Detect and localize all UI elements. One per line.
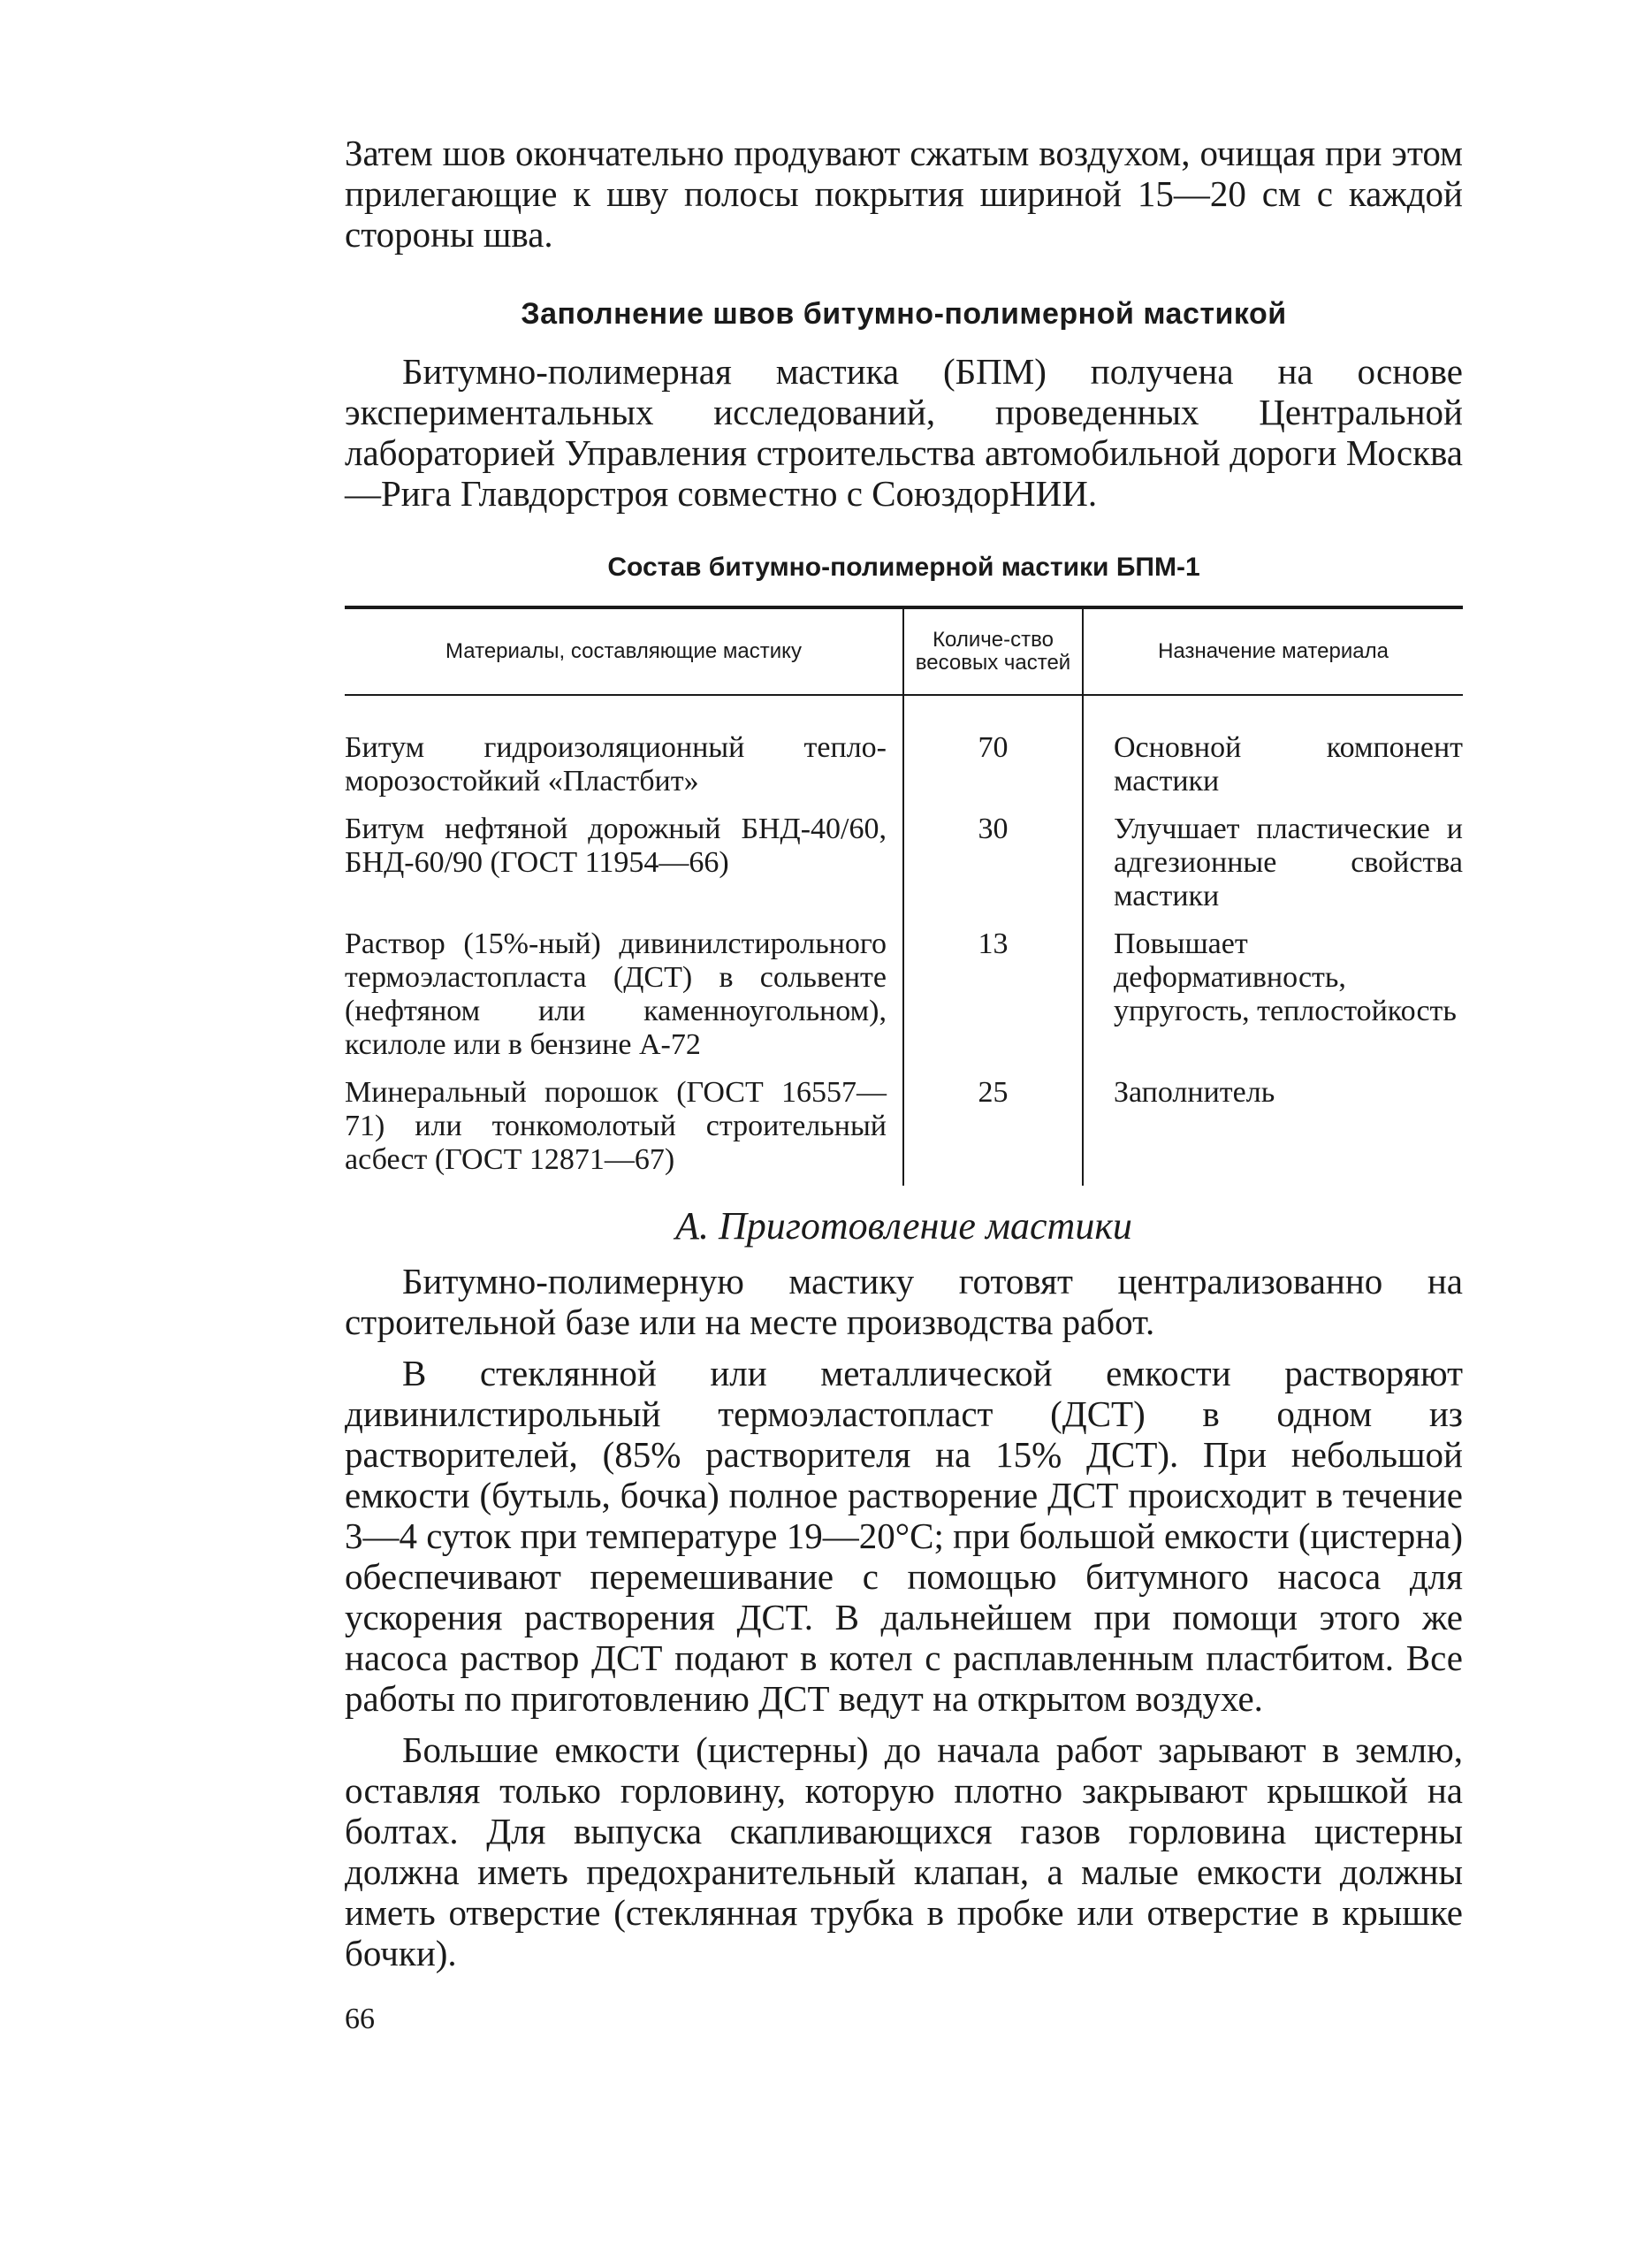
purpose-cell: Улучшает пластические и адгезионные свойства мастики [1114, 813, 1463, 912]
body-paragraph: Большие емкости (цистерны) до начала работ зарывают в землю, оставляя только горловину, которую плотно закрывают крышкой на болтах. Для выпуска скапливающихся газов горловина цистерны должна иметь предохранительный клапан, а малые емкости должны иметь отверстие (стеклянная трубка в пробке или отверстие в крышке бочки). [345, 1729, 1463, 1973]
material-cell: Раствор (15%-ный) дивинилстирольного термоэластопласта (ДСТ) в сольвенте (нефтяном или каменноугольном), ксилоле или в бензине А-72 [345, 927, 887, 1061]
purpose-cell: Заполнитель [1114, 1076, 1275, 1109]
purpose-cell: Основной компонент мастики [1114, 731, 1463, 798]
body-paragraph: В стеклянной или металлической емкости растворяют дивинилстирольный термоэластопласт (ДСТ) в одном из растворителей, (85% растворителя на 15% ДСТ). При небольшой емкости (бутыль, бочка) полное растворение ДСТ происходит в течение 3—4 суток при температуре 19—20°С; при большой емкости (цистерна) обеспечивают перемешивание с помощью битумного насоса для ускорения растворения ДСТ. В дальнейшем при помощи этого же насоса раствор ДСТ подают в котел с расплавленным пластбитом. Все работы по приготовлению ДСТ ведут на открытом воздухе. [345, 1353, 1463, 1719]
material-cell: Битум нефтяной дорожный БНД-40/60, БНД-60/90 (ГОСТ 11954—66) [345, 813, 887, 879]
subheading: А. Приготовление мастики [675, 1204, 1132, 1248]
section-paragraph: Битумно-полимерная мастика (БПМ) получена на основе экспериментальных исследований, проведенных Центральной лабораторией Управления строительства автомобильной дороги Москва—Рига Главдорстроя совместно с СоюздорНИИ. [345, 351, 1463, 514]
parts-cell: 30 [903, 807, 1083, 922]
column-header-materials: Материалы, составляющие мастику [345, 607, 903, 695]
composition-table [345, 606, 1463, 1186]
table-caption: Состав битумно-полимерной мастики БПМ-1 [607, 553, 1200, 582]
page-body [345, 133, 1463, 1973]
parts-cell: 13 [903, 922, 1083, 1071]
parts-cell: 25 [903, 1071, 1083, 1186]
column-header-parts: Количе-ство весовых частей [903, 607, 1083, 695]
purpose-cell: Повышает деформативность, упругость, теплостойкость [1114, 927, 1457, 1027]
table-row [345, 1071, 1463, 1186]
page-number: 66 [345, 2003, 375, 2035]
table-row [345, 807, 1463, 922]
intro-paragraph: Затем шов окончательно продувают сжатым воздухом, очищая при этом прилегающие к шву полосы покрытия шириной 15—20 см с каждой стороны шва. [345, 133, 1463, 255]
material-cell: Битум гидроизоляционный тепло-морозостойкий «Пластбит» [345, 731, 887, 798]
material-cell: Минеральный порошок (ГОСТ 16557—71) или тонкомолотый строительный асбест (ГОСТ 12871—67) [345, 1076, 887, 1176]
parts-cell: 70 [903, 695, 1083, 807]
column-header-purpose: Назначение материала [1083, 607, 1463, 695]
table-row [345, 922, 1463, 1071]
table-header-row [345, 607, 1463, 695]
section-heading: Заполнение швов битумно-полимерной мастикой [521, 297, 1287, 331]
table-row [345, 695, 1463, 807]
body-paragraph: Битумно-полимерную мастику готовят централизованно на строительной базе или на месте производства работ. [345, 1261, 1463, 1342]
